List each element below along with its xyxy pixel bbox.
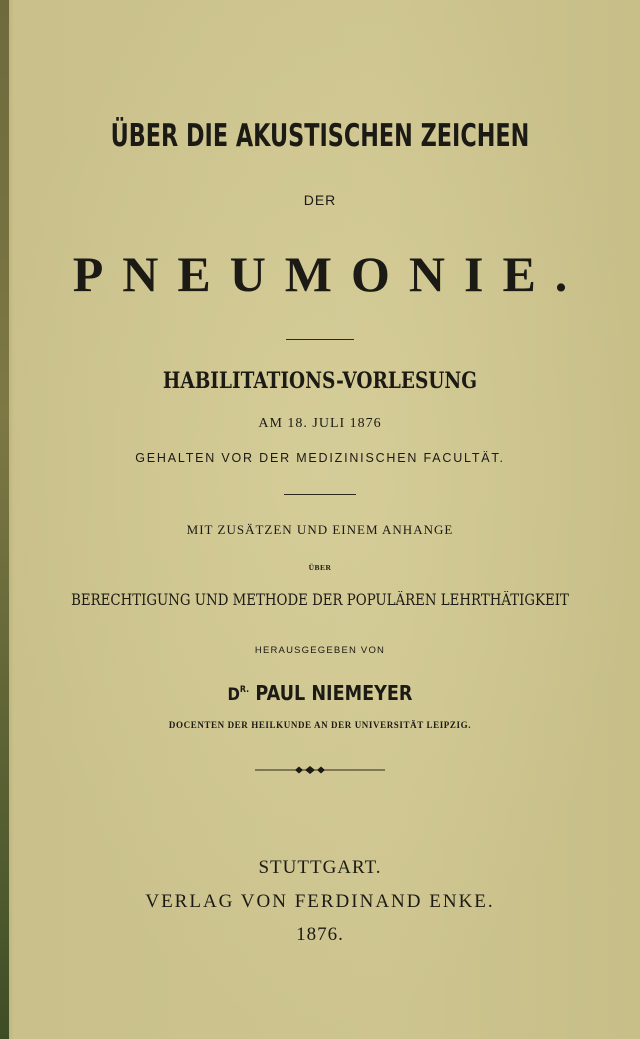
title-line: ÜBER DIE AKUSTISCHEN ZEICHEN — [110, 118, 530, 154]
divider-rule-1 — [286, 339, 354, 340]
author-position: DOCENTEN DER HEILKUNDE AN DER UNIVERSITÄT LEIPZIG. — [168, 720, 472, 730]
ueber-line: ÜBER — [308, 563, 332, 572]
date-line: AM 18. JULI 1876 — [258, 416, 382, 431]
additions-line: MIT ZUSÄTZEN UND EINEM ANHANGE — [186, 522, 454, 537]
author-prefix — [228, 685, 250, 705]
divider-rule-2 — [284, 494, 356, 495]
author-line — [38, 681, 601, 705]
edited-by-line: HERAUSGEGEBEN VON — [254, 645, 386, 656]
author-name: PAUL NIEMEYER — [255, 681, 413, 705]
appendix-title: BERECHTIGUNG UND METHODE DER POPULÄREN LEHRTHÄTIGKEIT — [71, 591, 569, 609]
imprint-city: STUTTGART. — [258, 857, 382, 878]
held-before-line: GEHALTEN VOR DER MEDIZINISCHEN FACULTÄT. — [135, 451, 505, 465]
imprint-publisher: VERLAG VON FERDINAND ENKE. — [145, 891, 495, 912]
subtitle: HABILITATIONS-VORLESUNG — [162, 368, 478, 394]
book-spine-edge — [0, 0, 9, 1039]
imprint-year: 1876. — [296, 924, 344, 945]
main-title: PNEUMONIE. — [72, 246, 587, 302]
author-prefix-sup: R. — [239, 685, 250, 695]
author-prefix-d: D — [227, 685, 240, 705]
der-line: DER — [303, 192, 337, 208]
ornament-divider — [255, 764, 385, 776]
